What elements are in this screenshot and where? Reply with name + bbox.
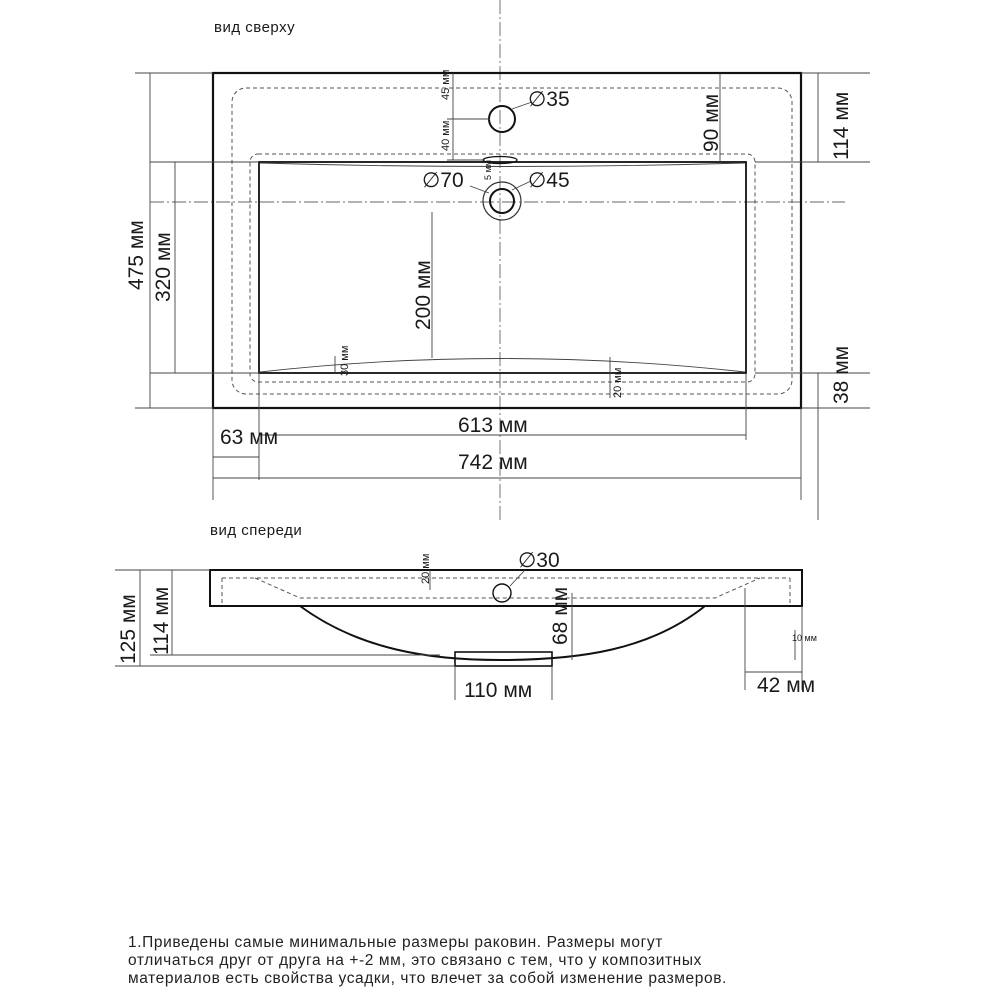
note-line-2: отличаться друг от друга на +-2 мм, это связано с тем, что у композитных [128,952,702,969]
dim-320-label: 320 мм [152,232,175,302]
dim-114-front-label: 114 мм [150,586,173,655]
drain-hole-icon [490,189,514,213]
dim-114-label: 114 мм [830,91,853,160]
dimensions-note [128,934,928,988]
bowl-front-slope [260,359,745,373]
front-view [115,522,817,702]
front-view-title: вид спереди [210,522,303,539]
dim-110-label: 110 мм [464,679,533,702]
dim-90-label: 90 мм [700,93,723,152]
dim-20-label: 20 мм [612,367,624,398]
tap-hole-icon [489,106,515,132]
dim-30-label: 30 мм [339,345,351,376]
dim-42-label: 42 мм [757,674,816,697]
top-view-title: вид сверху [214,19,296,36]
dim-475-label: 475 мм [125,220,148,290]
dim-10-label: 10 мм [792,633,817,643]
d35-label: ∅35 [528,88,570,111]
dim-45-label: 45 мм [440,69,452,100]
note-line-3: материалов есть свойства усадки, что влечет за собой изменение размеров. [128,970,727,987]
dim-40-label: 40 мм [440,120,452,151]
dim-63-label: 63 мм [220,426,279,449]
overflow-hole-icon [493,584,511,602]
dim-5-label: 5 мм [483,160,493,180]
front-bowl-dashed [255,578,760,598]
drain-outer-ring [483,182,521,220]
front-dim-20-label: 20 мм [420,553,432,584]
dim-125-label: 125 мм [117,594,140,664]
dim-38-label: 38 мм [830,345,853,404]
dim-613-label: 613 мм [458,414,528,437]
dim-742-label: 742 мм [458,451,528,474]
d30-label: ∅30 [518,549,560,572]
dim-200-label: 200 мм [412,260,435,330]
d45-label: ∅45 [528,169,570,192]
top-view [125,0,870,520]
d70-label: ∅70 [422,169,464,192]
bowl-outline [259,162,746,373]
note-line-1: 1.Приведены самые минимальные размеры раковин. Размеры могут [128,934,663,951]
dim-68-label: 68 мм [549,586,572,645]
